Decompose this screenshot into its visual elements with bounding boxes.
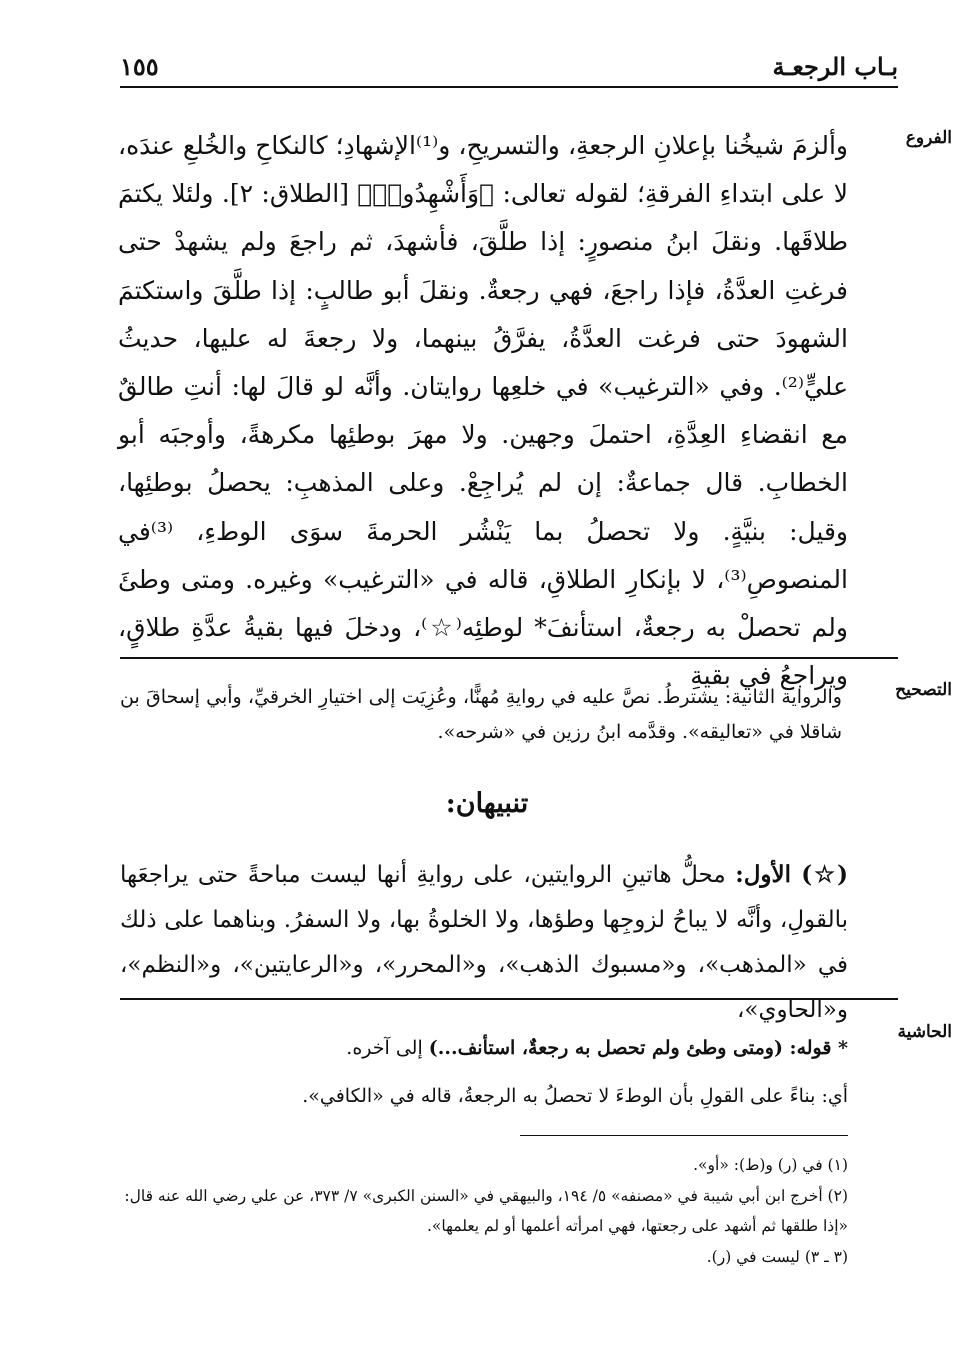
footnote-item: (١) في (ر) و(ط): «أو». [693, 1156, 848, 1174]
label-hashiya: الحاشية [897, 1022, 952, 1042]
footnotes-section [120, 1150, 848, 1272]
hashiya-lead-tail: إلى آخره. [346, 1037, 429, 1059]
section-divider [120, 657, 898, 659]
furu-section [118, 122, 848, 700]
tanbih-paragraph [120, 852, 848, 1033]
tashih-section [120, 680, 842, 750]
footnote-item: (٢) أخرج ابن أبي شيبة في «مصنفه» ٥/ ١٩٤، والبيهقي في «السنن الكبرى» ٧/ ٣٧٣، عن علي رضي الله عنه قال: [124, 1186, 848, 1205]
footnote-item: (٣ ـ ٣) ليست في (ر). [706, 1247, 848, 1266]
hashiya-section [120, 1024, 848, 1120]
section-divider [120, 998, 898, 1000]
tanbih-heading: تنبيهان: [445, 788, 529, 819]
hashiya-lead: * قوله: (ومتى وطئ ولم تحصل به رجعةٌ، استأنف...) [428, 1037, 848, 1059]
label-furu: الفروع [905, 128, 952, 148]
tanbih-text: محلُّ هاتينِ الروايتين، على روايةِ أنها ليست مباحةً حتى يراجعَها بالقولِ، وأنَّه لا يباحُ لزوجِها وطؤها، ولا الخلوةُ بها، ولا السفرُ. وبناهما على ذلك في «المذهب»، و«مسبوك الذهب»، و«المحرر»، و«الرعايتين»، و«النظم»، و«الحاوي»، [120, 862, 848, 1023]
tanbih-section [120, 852, 848, 1033]
footnote-item: «إذا طلقها ثم أشهد على رجعتها، فهي امرأته أعلمها أو لم يعلمها». [426, 1217, 848, 1235]
page-number: ١٥٥ [120, 52, 159, 81]
furu-text: وألزمَ شيخُنا بإعلانِ الرجعةِ، والتسريحِ، و⁽¹⁾الإشهادِ؛ كالنكاحِ والخُلعِ عندَه، لا على ابتداءِ الفرقةِ؛ لقوله تعالى: ﴿وَأَشْهِدُوا۟﴾ [الطلاق: ٢]. ولئلا يكتمَ طلاقَها. ونقلَ ابنُ منصورٍ: إذا طلَّقَ، فأشهدَ، ثم راجعَ ولم يشهدْ حتى فرغتِ العدَّةُ، فإذا راجعَ، فهي رجعةٌ. ونقلَ أبو طالبٍ: إذا طلَّقَ واستكتمَ الشهودَ حتى فرغت العدَّةُ، يفرَّقُ بينهما، ولا رجعةَ له عليها، حديثُ عليٍّ⁽²⁾. وفي «الترغيب» في خلعِها روايتان. وأنَّه لو قالَ لها: أنتِ طالقٌ مع انقضاءِ العِدَّةِ، احتملَ وجهين. ولا مهرَ بوطئِها مكرهةً، وأوجبَه أبو الخطابِ. قال جماعةٌ: إن لم يُراجِعْ. وعلى المذهبِ: يحصلُ بوطئِها، وقيل: بنيَّةٍ. ولا تحصلُ بما يَنْشُر الحرمةَ سوَى الوطءِ، ⁽³⁾في المنصوصِ⁽³⁾، لا بإنكارِ الطلاقِ، قاله في «الترغيب» وغيره. ومتى وطئَ ولم تحصلْ به رجعةٌ، استأنفَ* لوطئِه⁽☆⁾، ودخلَ فيها بقيةُ عدَّةِ طلاقٍ، ويراجعُ في بقيةِ [118, 131, 849, 691]
hashiya-text: أي: بناءً على القولِ بأن الوطءَ لا تحصلُ به الرجعةُ، قاله في «الكافي». [302, 1085, 848, 1107]
page-header [120, 52, 898, 88]
tanbih-lead: (☆) الأول: [735, 861, 848, 888]
chapter-title: بـاب الرجعـة [772, 52, 898, 81]
tashih-text: والرواية الثانية: يشترطُ. نصَّ عليه في روايةِ مُهنًّا، وعُزِيَت إلى اختيارِ الخرقيِّ، وأبي إسحاقَ بن شاقلا في «تعاليقه». وقدَّمه ابنُ رزين في «شرحه». [120, 686, 842, 743]
footnote-divider [520, 1135, 848, 1136]
hashiya-first-line [120, 1024, 848, 1072]
label-tashih: التصحيح [895, 680, 952, 700]
